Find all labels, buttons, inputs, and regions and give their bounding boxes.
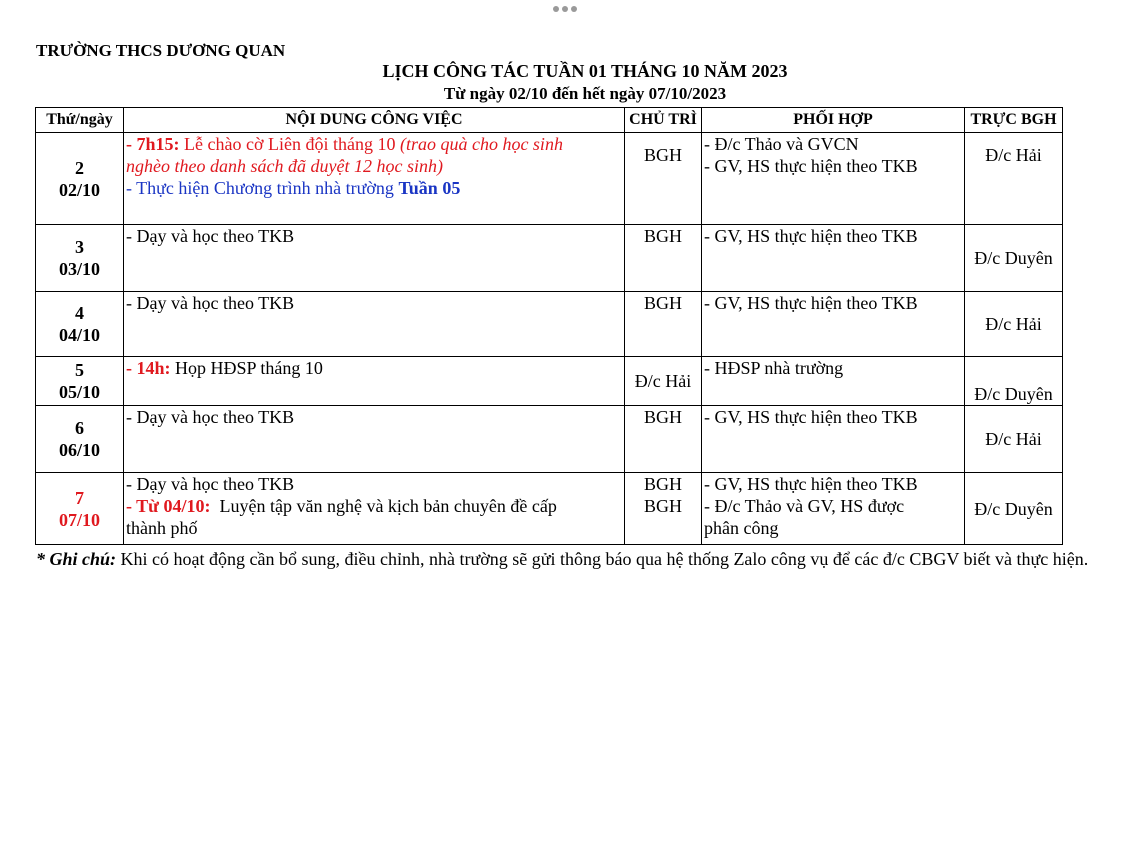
date: 03/10 [58, 259, 100, 279]
content-cell: - Dạy và học theo TKB [124, 292, 625, 357]
duty-cell: Đ/c Duyên [965, 357, 1063, 406]
time-label: - 14h: [126, 358, 171, 378]
lead-text: BGH [643, 145, 682, 165]
lead-text: BGH [643, 474, 682, 494]
school-name: TRƯỜNG THCS DƯƠNG QUAN [36, 41, 286, 60]
coord-text: phân công [704, 518, 779, 538]
date: 05/10 [58, 382, 100, 402]
content-note: (trao quà cho học sinh [399, 134, 563, 154]
header-content: NỘI DUNG CÔNG VIỆC [124, 108, 625, 133]
document-subtitle: Từ ngày 02/10 đến hết ngày 07/10/2023 [443, 84, 727, 103]
weekday: 3 [75, 237, 84, 257]
note-text: Khi có hoạt động cần bổ sung, điều chỉnh, nhà trường sẽ gửi thông báo qua hệ thống Zalo công vụ để các đ/c CBGV biết và thực hiện. [116, 549, 1089, 569]
duty-cell: Đ/c Hải [965, 292, 1063, 357]
lead-cell [625, 473, 702, 545]
time-label: - Từ 04/10: [126, 496, 211, 516]
coord-cell: - GV, HS thực hiện theo TKB [702, 292, 965, 357]
coord-cell: - GV, HS thực hiện theo TKB [702, 406, 965, 473]
weekday: 6 [75, 418, 84, 438]
content-text: Lễ chào cờ Liên đội tháng 10 [179, 134, 400, 154]
coord-cell: - HĐSP nhà trường [702, 357, 965, 406]
lead-cell: BGH [625, 225, 702, 292]
day-cell [36, 292, 124, 357]
coord-text: - GV, HS thực hiện theo TKB [704, 156, 918, 176]
date: 07/10 [58, 509, 100, 530]
table-row [36, 292, 1063, 357]
coord-text: - Đ/c Thảo và GV, HS được [704, 496, 905, 516]
coord-cell: - GV, HS thực hiện theo TKB [702, 225, 965, 292]
day-cell [36, 473, 124, 545]
content-note: nghèo theo danh sách đã duyệt 12 học sinh) [126, 156, 443, 176]
duty-cell: Đ/c Hải [965, 406, 1063, 473]
content-cell [124, 473, 625, 545]
header-day: Thứ/ngày [36, 108, 124, 133]
weekday: 2 [75, 157, 84, 178]
content-cell [124, 357, 625, 406]
date: 06/10 [58, 440, 100, 460]
day-cell [36, 225, 124, 292]
schedule-table [35, 107, 1063, 545]
table-row [36, 406, 1063, 473]
content-text: - Thực hiện Chương trình nhà trường [126, 178, 399, 198]
content-cell [124, 133, 625, 225]
lead-cell [625, 133, 702, 225]
content-emphasis: Tuần 05 [398, 178, 461, 198]
header-coord: PHỐI HỢP [702, 108, 965, 133]
content-cell: - Dạy và học theo TKB [124, 406, 625, 473]
weekday: 4 [75, 303, 84, 323]
duty-text: Đ/c Hải [985, 145, 1042, 165]
table-header-row [36, 108, 1063, 133]
content-text: Luyện tập văn nghệ và kịch bản chuyên đề cấp [210, 496, 557, 516]
day-cell [36, 357, 124, 406]
footnote [36, 548, 1126, 570]
table-row [36, 473, 1063, 545]
header-duty: TRỰC BGH [965, 108, 1063, 133]
date: 04/10 [58, 325, 100, 345]
more-options-icon[interactable] [553, 6, 577, 12]
date: 02/10 [58, 179, 100, 200]
table-row [36, 133, 1063, 225]
coord-text: - GV, HS thực hiện theo TKB [704, 474, 918, 494]
coord-cell [702, 133, 965, 225]
time-label: - 7h15: [126, 134, 180, 154]
note-label: * Ghi chú: [36, 549, 117, 569]
duty-cell: Đ/c Duyên [965, 473, 1063, 545]
lead-cell: BGH [625, 292, 702, 357]
weekday: 7 [75, 487, 84, 508]
coord-cell [702, 473, 965, 545]
table-row [36, 225, 1063, 292]
table-row [36, 357, 1063, 406]
lead-cell: Đ/c Hải [625, 357, 702, 406]
lead-text: BGH [643, 496, 682, 516]
document-title: LỊCH CÔNG TÁC TUẦN 01 THÁNG 10 NĂM 2023 [382, 61, 788, 81]
content-text: - Dạy và học theo TKB [126, 474, 295, 494]
content-text: thành phố [126, 518, 198, 538]
weekday: 5 [75, 360, 84, 380]
duty-cell: Đ/c Duyên [965, 225, 1063, 292]
lead-cell: BGH [625, 406, 702, 473]
content-cell: - Dạy và học theo TKB [124, 225, 625, 292]
coord-text: - Đ/c Thảo và GVCN [704, 134, 859, 154]
day-cell [36, 406, 124, 473]
header-lead: CHỦ TRÌ [625, 108, 702, 133]
day-cell [36, 133, 124, 225]
duty-cell [965, 133, 1063, 225]
content-text: Họp HĐSP tháng 10 [170, 358, 323, 378]
